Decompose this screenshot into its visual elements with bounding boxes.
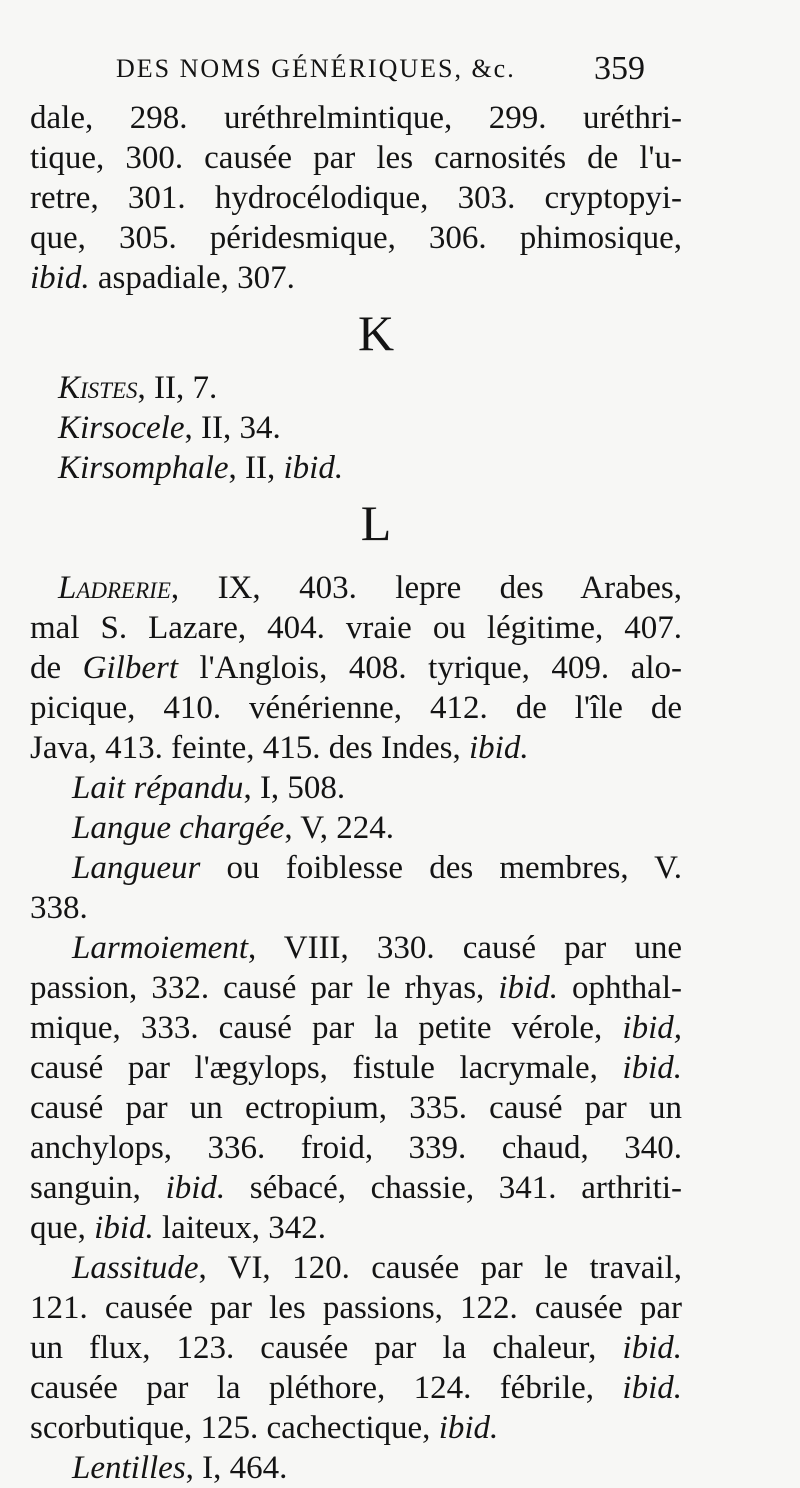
entry-reference: , II, <box>228 450 284 486</box>
entry-headword: Lait répandu <box>72 770 244 806</box>
ibid-reference: ibid. <box>498 970 558 1006</box>
index-entry-kirsomphale <box>30 448 682 488</box>
section-letter-l: L <box>360 495 392 551</box>
text-span: de <box>30 650 83 686</box>
entry-reference: , I, 508. <box>243 770 346 806</box>
page-header <box>0 50 800 94</box>
entry-headword: Kistes <box>58 370 138 406</box>
text-span: passion, 332. causé par le rhyas, <box>30 970 499 1006</box>
text-span: Java, 413. feinte, 415. des Indes, <box>30 730 469 766</box>
ibid-reference: ibid. <box>30 260 90 296</box>
text-span: causé par l'ægylops, fistule lacrymale, <box>30 1050 623 1086</box>
entry-reference: , I, 464. <box>185 1450 288 1486</box>
ibid-reference: ibid. <box>622 1370 682 1406</box>
text-line: retre, 301. hydrocélodique, 303. cryptopyi- <box>30 180 682 216</box>
entry-headword: Larmoiement <box>72 930 248 966</box>
entry-headword: Lassitude <box>72 1250 199 1286</box>
text-span: que, <box>30 1210 95 1246</box>
ibid-reference: ibid. <box>438 1410 499 1446</box>
text-line <box>30 1368 682 1408</box>
section-letter-k: K <box>357 305 395 361</box>
entry-headword: Kirsocele <box>58 410 185 446</box>
text-span: ou foiblesse des membres, V. <box>200 850 682 886</box>
text-line: que, 305. péridesmique, 306. phimosique, <box>30 220 682 256</box>
text-line <box>30 1408 682 1448</box>
text-span: scorbutique, 125. cachectique, <box>30 1410 439 1446</box>
text-line: anchylops, 336. froid, 339. chaud, 340. <box>30 1130 682 1166</box>
text-line <box>30 1008 682 1048</box>
index-entry-lait-repandu <box>30 768 682 808</box>
text-line <box>30 258 682 298</box>
text-span: l'Anglois, 408. tyrique, 409. alo- <box>178 650 682 686</box>
text-line <box>30 1048 682 1088</box>
text-span: sébacé, chassie, 341. arthriti- <box>225 1170 682 1206</box>
text-line <box>30 1328 682 1368</box>
ibid-reference: ibid. <box>94 1210 154 1246</box>
text-span: , VIII, 330. causé par une <box>248 930 682 966</box>
entry-headword: Ladrerie <box>58 570 171 606</box>
text-line: picique, 410. vénérienne, 412. de l'île de <box>30 690 682 726</box>
text-line: causé par un ectropium, 335. causé par un <box>30 1090 682 1126</box>
page-body <box>30 98 682 1488</box>
text-span: , IX, 403. lepre des Arabes, <box>170 570 682 606</box>
spacer <box>30 558 682 568</box>
entry-headword: Lentilles <box>72 1450 186 1486</box>
text-line: 121. causée par les passions, 122. causée par <box>30 1290 682 1326</box>
index-entry-ladrerie <box>30 568 682 608</box>
ibid-reference: ibid. <box>165 1170 226 1206</box>
index-entry-langueur <box>30 848 682 888</box>
text-span: , VI, 120. causée par le travail, <box>198 1250 682 1286</box>
text-span: ophthal- <box>557 970 682 1006</box>
text-line <box>30 968 682 1008</box>
ibid-reference: ibid. <box>622 1330 682 1366</box>
index-entry-lassitude <box>30 1248 682 1288</box>
index-entry-kirsocele <box>30 408 682 448</box>
text-line: tique, 300. causée par les carnosités de l'u- <box>30 140 682 176</box>
italic-name: Gilbert <box>82 650 178 686</box>
entry-reference: , II, 34. <box>184 410 281 446</box>
text-span: causée par la pléthore, 124. fébrile, <box>30 1370 623 1406</box>
text-span: un flux, 123. causée par la chaleur, <box>30 1330 623 1366</box>
text-line: 338. <box>30 890 88 926</box>
page-number: 359 <box>594 50 645 87</box>
index-entry-langue-chargee <box>30 808 682 848</box>
ibid-reference: ibid. <box>468 730 529 766</box>
index-entry-lentilles <box>30 1448 682 1488</box>
entry-headword: Langue chargée <box>72 810 285 846</box>
text-span: aspadiale, 307. <box>89 260 295 296</box>
text-line <box>30 1208 682 1248</box>
entry-headword: Langueur <box>72 850 201 886</box>
running-title: DES NOMS GÉNÉRIQUES, &c. <box>116 54 516 83</box>
entry-reference: , II, 7. <box>137 370 218 406</box>
ibid-reference: ibid. <box>622 1050 682 1086</box>
text-line <box>30 1168 682 1208</box>
text-span: laiteux, 342. <box>153 1210 327 1246</box>
text-line: mal S. Lazare, 404. vraie ou légitime, 407. <box>30 610 682 646</box>
text-line: dale, 298. uréthrelmintique, 299. uréthri- <box>30 100 682 136</box>
entry-headword: Kirsomphale <box>58 450 229 486</box>
index-entry-kistes <box>30 368 682 408</box>
ibid-reference: ibid, <box>622 1010 682 1046</box>
index-entry-larmoiement <box>30 928 682 968</box>
ibid-reference: ibid. <box>283 450 344 486</box>
text-line <box>30 728 682 768</box>
text-span: mique, 333. causé par la petite vérole, <box>30 1010 623 1046</box>
entry-reference: , V, 224. <box>284 810 395 846</box>
text-line <box>30 648 682 688</box>
text-span: sanguin, <box>30 1170 166 1206</box>
